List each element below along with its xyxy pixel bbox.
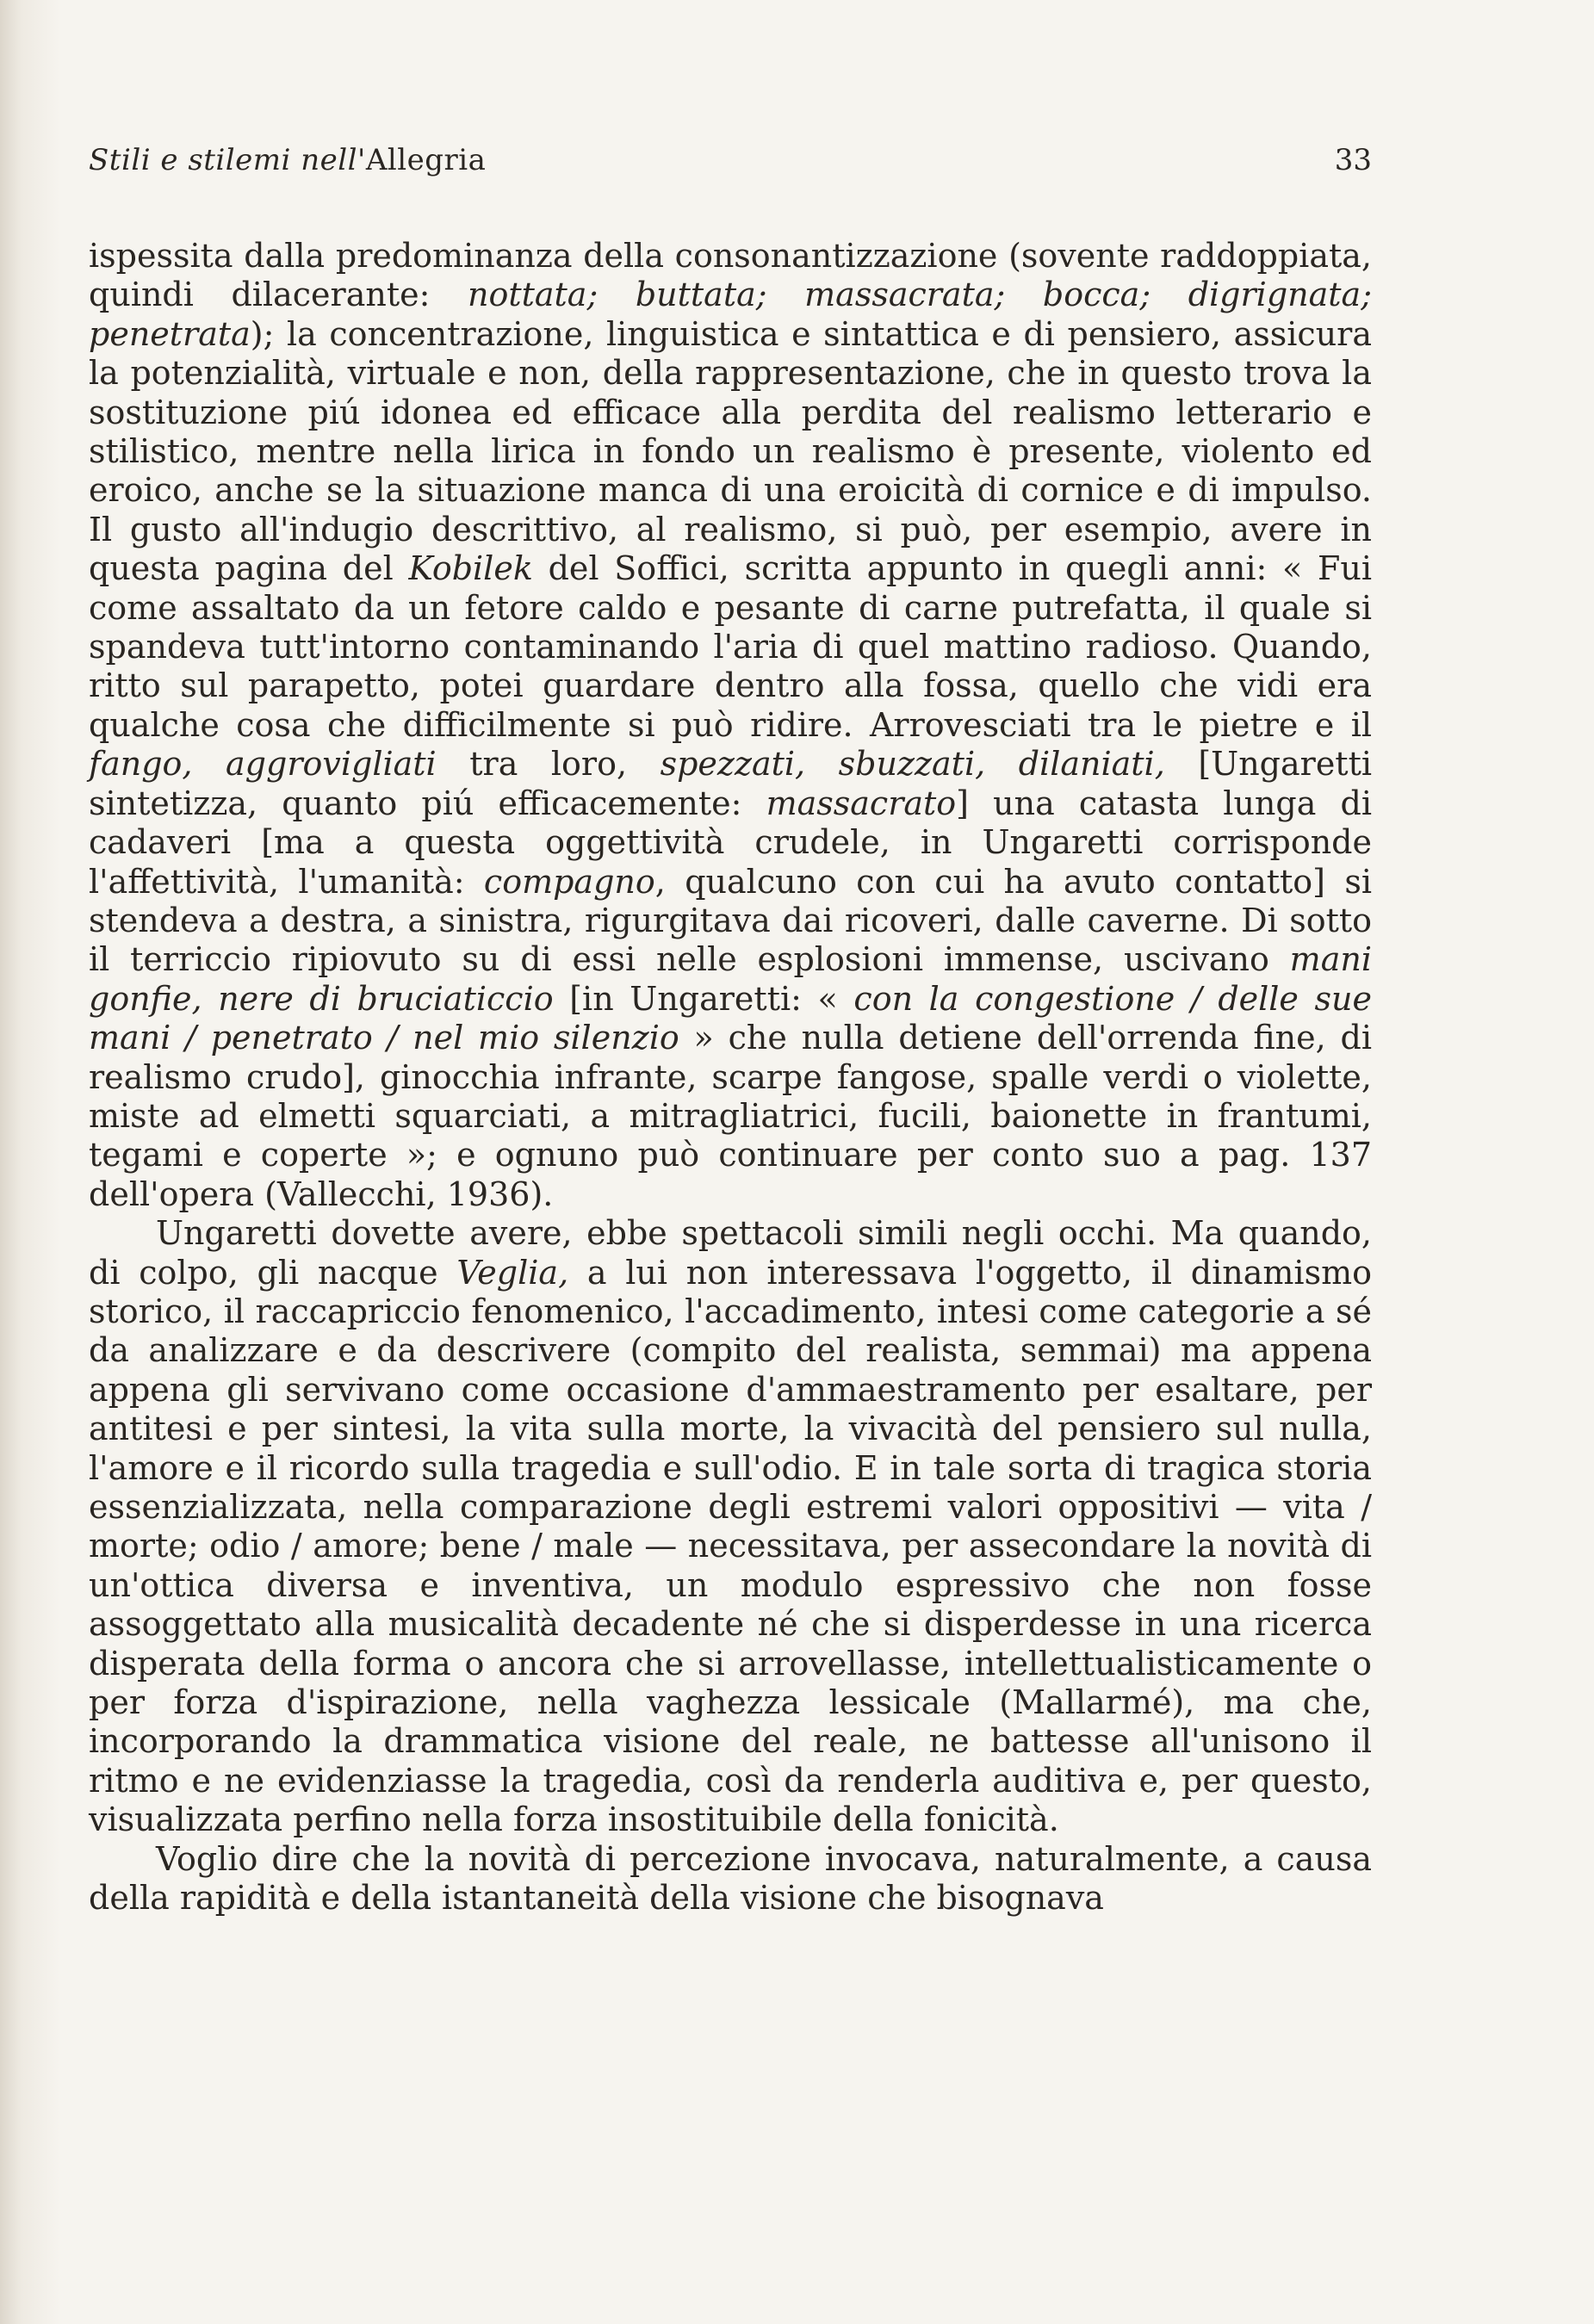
page-number: 33 bbox=[1334, 143, 1372, 177]
paragraph-1 bbox=[89, 237, 1372, 1214]
text-run: Voglio dire che la novità di percezione invocava, naturalmente, a causa della rapidità e della istantaneità della visione che bisognava bbox=[89, 1839, 1372, 1918]
text-run: [Ungaretti sintetizza, quanto piú efficacemente: bbox=[89, 745, 1372, 822]
text-run: ] una catasta lunga di cadaveri [ma a questa oggettività crudele, in Ungaretti corrisponde l'affettività, l'umanità: bbox=[89, 784, 1372, 901]
italic-run: massacrato bbox=[766, 784, 957, 822]
text-run: ); la concentrazione, linguistica e sintattica e di pensiero, assicura la potenzialità, virtuale e non, della rappresentazione, che in questo trova la sostituzione piú idonea ed efficace alla perdita del realismo letterario e stilistico, mentre nella lirica in fondo un realismo è presente, violento ed eroico, anche se la situazione manca di una eroicità di cornice e di impulso. Il gusto all'indugio descrittivo, al realismo, si può, per esempio, avere in questa pagina del bbox=[89, 314, 1372, 588]
italic-run: mani gonfie, nere di bruciaticcio bbox=[89, 940, 1372, 1018]
italic-run: Kobilek bbox=[408, 549, 533, 588]
paragraph-3 bbox=[89, 1840, 1372, 1918]
italic-run: fango, aggrovigliati bbox=[89, 745, 437, 784]
italic-run: nottata; buttata; massacrata; bocca; digrignata; penetrata bbox=[89, 276, 1372, 353]
text-run: tra loro, bbox=[436, 745, 661, 784]
body-text bbox=[89, 237, 1372, 1918]
paragraph-2 bbox=[89, 1214, 1372, 1840]
italic-run: spezzati, sbuzzati, dilaniati, bbox=[660, 745, 1165, 784]
text-run: ispessita dalla predominanza della consonantizzazione (sovente raddoppiata, quindi dilacerante: bbox=[89, 237, 1372, 314]
text-run: del Soffici, scritta appunto in quegli anni: « Fui come assaltato da un fetore caldo e pesante di carne putrefatta, il quale si spandeva tutt'intorno contaminando l'aria di quel mattino radioso. Quando, ritto sul parapetto, potei guardare dentro alla fossa, quello che vidi era qualche cosa che difficilmente si può ridire. Arrovesciati tra le pietre e il bbox=[89, 549, 1372, 744]
running-title-italic: Stili e stilemi nell' bbox=[89, 143, 366, 177]
text-run: a lui non interessava l'oggetto, il dinamismo storico, il raccapriccio fenomenico, l'accadimento, intesi come categorie a sé da analizzare e da descrivere (compito del realista, semmai) ma appena appena gli servivano come occasione d'ammaestramento per esaltare, per antitesi e per sintesi, la vita sulla morte, la vivacità del pensiero sul nulla, l'amore e il ricordo sulla tragedia e sull'odio. E in tale sorta di tragica storia essenzializzata, nella comparazione degli estremi valori oppositivi — vita / morte; odio / amore; bene / male — necessitava, per assecondare la novità di un'ottica diversa e inventiva, un modulo espressivo che non fosse assoggettato alla musicalità decadente né che si disperdesse in una ricerca disperata della forma o ancora che si arrovellasse, intellettualisticamente o per forza d'ispirazione, nella vaghezza lessicale (Mallarmé), ma che, incorporando la drammatica visione del reale, ne battesse all'unisono il ritmo e ne evidenziasse la tragedia, così da renderla auditiva e, per questo, visualizzata perfino nella forza insostituibile della fonicità. bbox=[89, 1253, 1372, 1839]
italic-run: con la congestione / delle sue mani / penetrato / nel mio silenzio bbox=[89, 979, 1372, 1057]
italic-run: compagno bbox=[483, 862, 655, 901]
text-run: [in Ungaretti: « bbox=[553, 979, 854, 1018]
text-run: » che nulla detiene dell'orrenda fine, di realismo crudo], ginocchia infrante, scarpe fangose, spalle verdi o violette, miste ad elmetti squarciati, a mitragliatrici, fucili, baionette in frantumi, tegami e coperte »; e ognuno può continuare per conto suo a pag. 137 dell'opera (Vallecchi, 1936). bbox=[89, 1019, 1372, 1213]
italic-run: Veglia, bbox=[456, 1253, 569, 1292]
running-title-roman: Allegria bbox=[365, 143, 487, 177]
text-run: Ungaretti dovette avere, ebbe spettacoli simili negli occhi. Ma quando, di colpo, gli nacque bbox=[89, 1214, 1372, 1292]
page-edge-shadow bbox=[0, 0, 60, 2324]
running-title bbox=[89, 136, 486, 184]
text-run: , qualcuno con cui ha avuto contatto] si stendeva a destra, a sinistra, rigurgitava dai ricoveri, dalle caverne. Di sotto il terriccio ripiovuto su di essi nelle esplosioni immense, uscivano bbox=[89, 862, 1372, 979]
running-header bbox=[89, 136, 1372, 184]
